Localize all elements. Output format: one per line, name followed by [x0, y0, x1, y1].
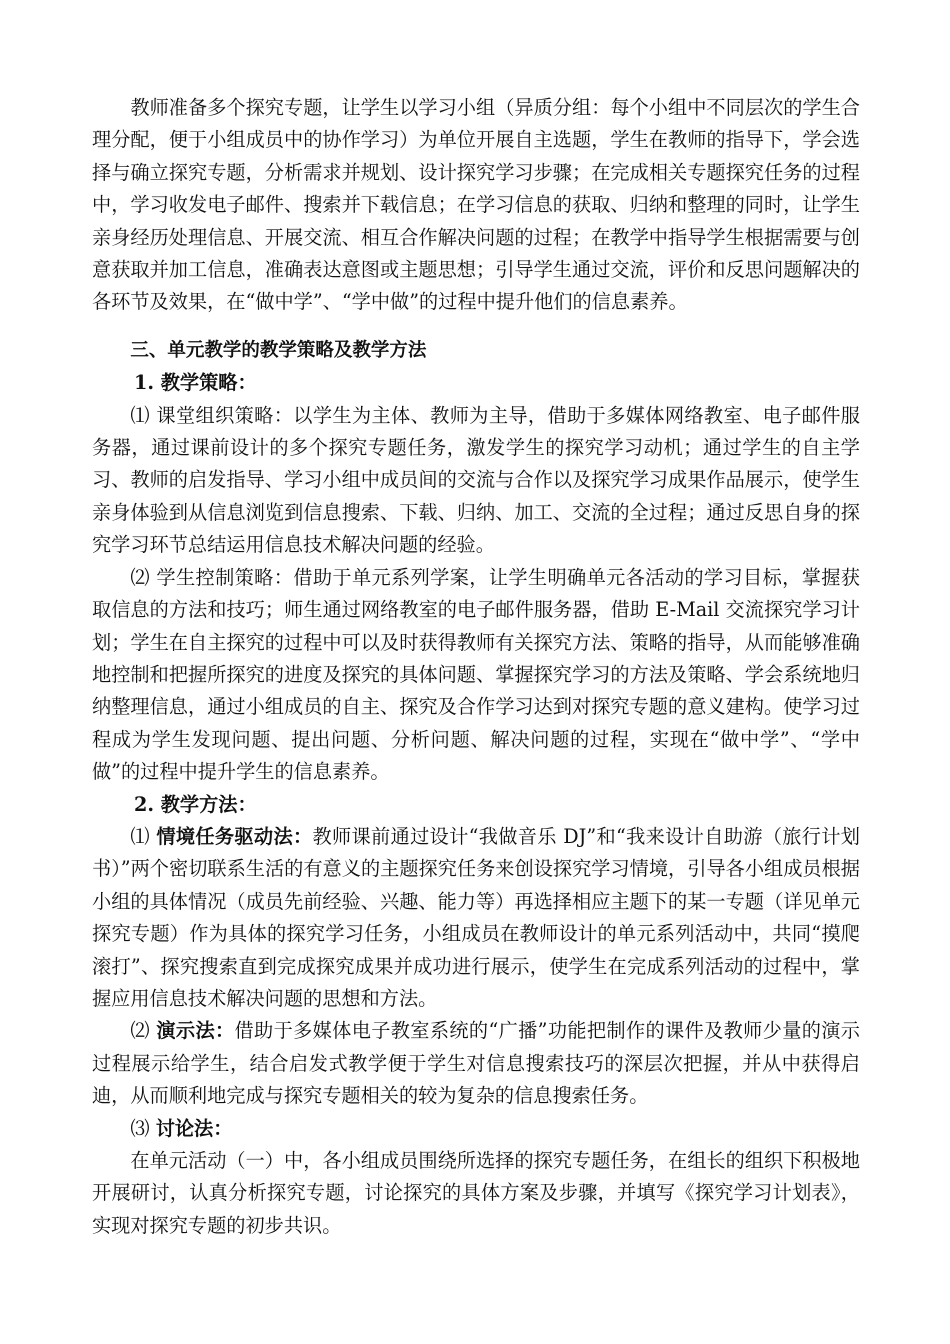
- method-item-3-heading: [92, 1113, 860, 1145]
- method-3-text: 在单元活动（一）中，各小组成员围绕所选择的探究专题任务，在组长的组织下积极地开展研讨，认真分析探究专题，讨论探究的具体方案及步骤，并填写《探究学习计划表》，实现对探究专题的初步共识。: [92, 1149, 860, 1237]
- strategy-item-2: ⑵ 学生控制策略：借助于单元系列学案，让学生明确单元各活动的学习目标，掌握获取信息的方法和技巧；师生通过网络教室的电子邮件服务器，借助 E-Mail 交流探究学习计划；学生在自主探究的过程中可以及时获得教师有关探究方法、策略的指导，从而能够准确地控制和把握所探究的进度及探究的具体问题、掌握探究学习的方法及策略、学会系统地归纳整理信息，通过小组成员的自主、探究及合作学习达到对探究专题的意义建构。使学习过程成为学生发现问题、提出问题、分析问题、解决问题的过程，实现在“做中学”、“学中做”的过程中提升学生的信息素养。: [92, 565, 860, 784]
- method-2-text: 借助于多媒体电子教室系统的“广播”功能把制作的课件及教师少量的演示过程展示给学生，结合启发式教学便于学生对信息搜索技巧的深层次把握，并从中获得启迪，从而顺利地完成与探究专题相关的较为复杂的信息搜索任务。: [92, 1019, 860, 1108]
- method-2-label: 演示法：: [156, 1019, 235, 1043]
- method-3-label: 讨论法：: [155, 1116, 233, 1140]
- method-item-2: [92, 1015, 860, 1112]
- section-heading: 三、单元教学的教学策略及教学方法: [130, 339, 427, 361]
- strategy-item-1: ⑴ 课堂组织策略：以学生为主体、教师为主导，借助于多媒体网络教室、电子邮件服务器，通过课前设计的多个探究专题任务，激发学生的探究学习动机；通过学生的自主学习、教师的启发指导、学习小组中成员间的交流与合作以及探究学习成果作品展示，使学生亲身体验到从信息浏览到信息搜索、下载、归纳、加工、交流的全过程；通过反思自身的探究学习环节总结运用信息技术解决问题的经验。: [92, 403, 860, 557]
- document-body: [92, 92, 860, 1242]
- method-1-number: ⑴: [130, 824, 157, 848]
- intro-paragraph: 教师准备多个探究专题，让学生以学习小组（异质分组：每个小组中不同层次的学生合理分配，便于小组成员中的协作学习）为单位开展自主选题，学生在教师的指导下，学会选择与确立探究专题，分析需求并规划、设计探究学习步骤；在完成相关专题探究任务的过程中，学习收发电子邮件、搜索并下载信息；在学习信息的获取、归纳和整理的同时，让学生亲身经历处理信息、开展交流、相互合作解决问题的过程；在教学中指导学生根据需要与创意获取并加工信息，准确表达意图或主题思想；引导学生通过交流，评价和反思问题解决的各环节及效果，在“做中学”、“学中做”的过程中提升他们的信息素养。: [92, 96, 860, 314]
- method-1-label: 情境任务驱动法：: [156, 824, 313, 848]
- method-1-text: 教师课前通过设计“我做音乐 DJ”和“我来设计自助游（旅行计划书）”两个密切联系生活的有意义的主题探究任务来创设探究学习情境，引导各小组成员根据小组的具体情况（成员先前经验、兴趣、能力等）再选择相应主题下的某一专题（详见单元探究专题）作为具体的探究学习任务，小组成员在教师设计的单元系列活动中，共同“摸爬滚打”、探究搜索直到完成探究成果并成功进行展示，使学生在完成系列活动的过程中，掌握应用信息技术解决问题的思想和方法。: [92, 824, 860, 1010]
- method-item-1: [92, 821, 860, 1015]
- method-2-number: ⑵: [130, 1019, 157, 1043]
- methods-subheading: 2. 教学方法：: [134, 792, 257, 816]
- method-3-number: ⑶: [130, 1116, 156, 1140]
- strategy-subheading: 1. 教学策略：: [134, 371, 257, 395]
